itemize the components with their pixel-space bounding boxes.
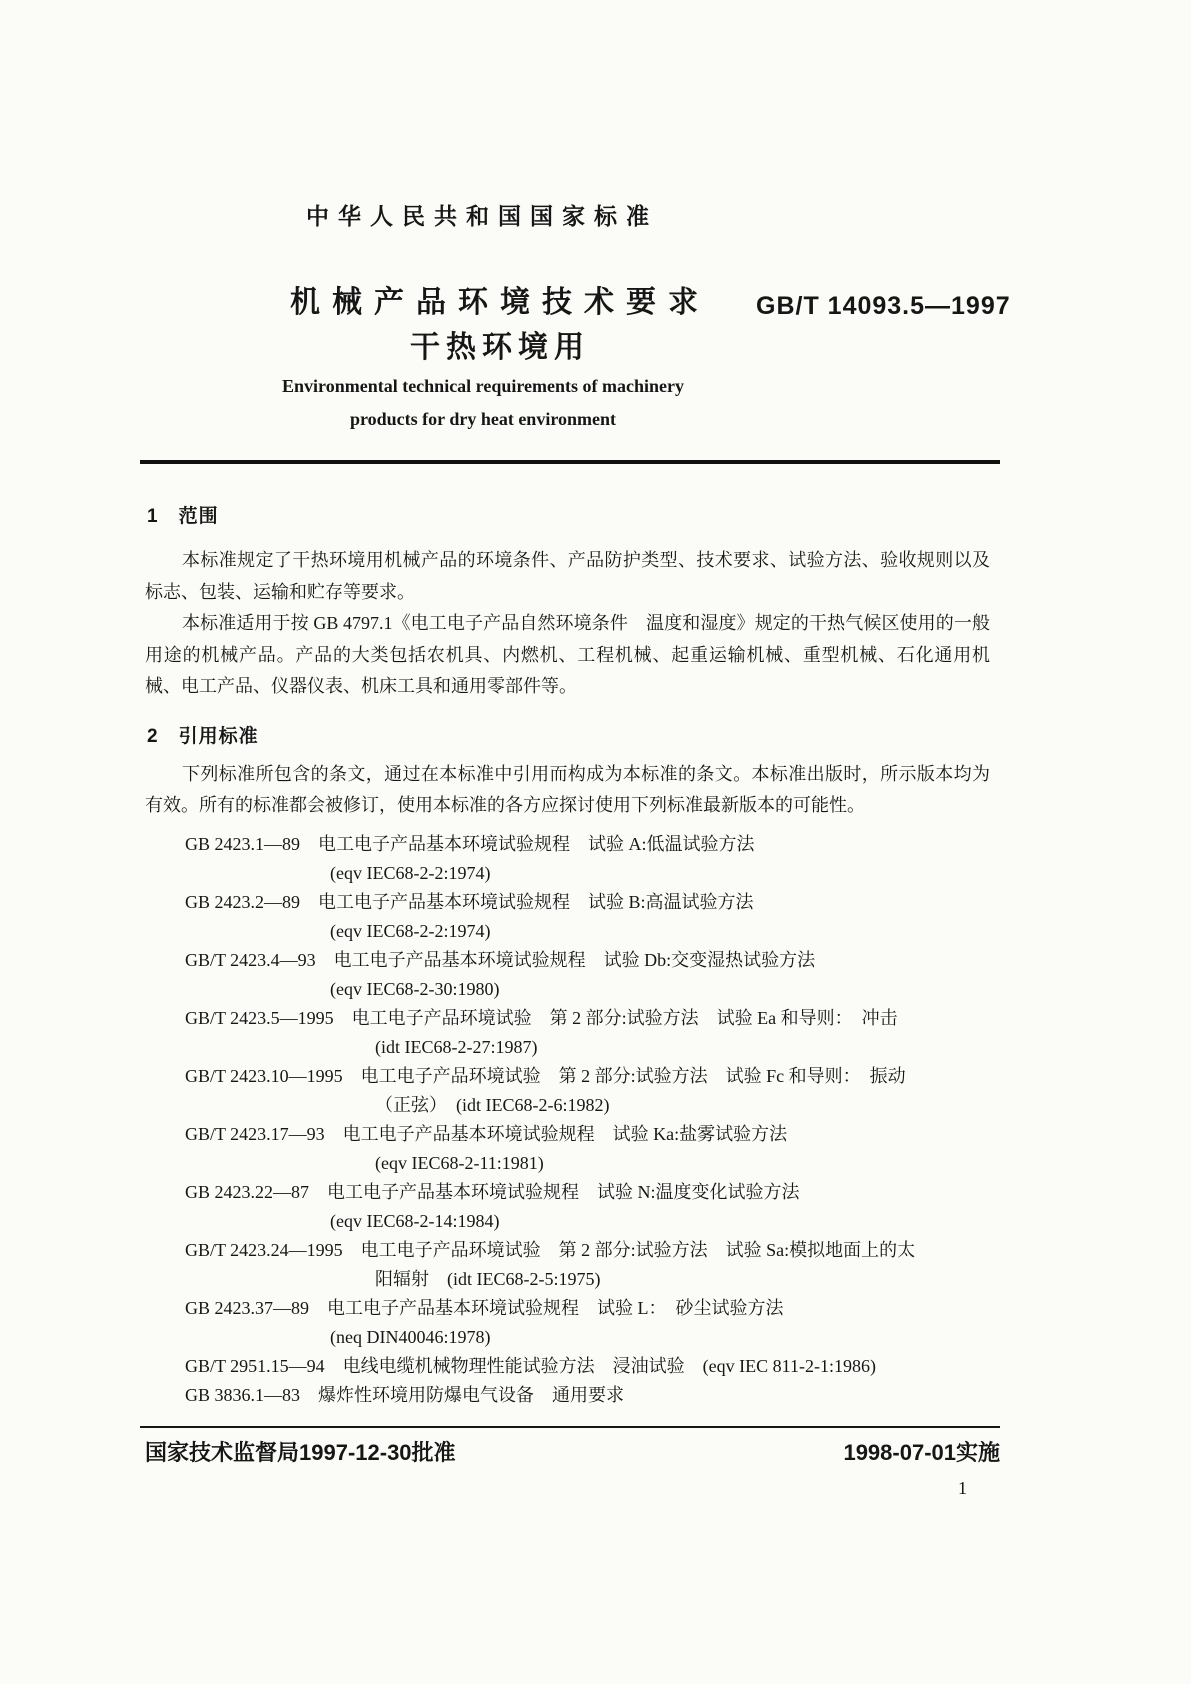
reference-continuation-line: (eqv IEC68-2-14:1984) <box>330 1210 500 1231</box>
reference-main-line: GB 2423.22—87 电工电子产品基本环境试验规程 试验 N:温度变化试验方法 <box>185 1181 800 1202</box>
reference-item <box>145 1381 990 1410</box>
reference-main-line: GB 2423.1—89 电工电子产品基本环境试验规程 试验 A:低温试验方法 <box>185 833 755 854</box>
reference-continuation-line: (eqv IEC68-2-2:1974) <box>330 920 491 941</box>
english-title-line-1: Environmental technical requirements of machinery <box>282 376 684 396</box>
section-1-paragraph-1: 本标准规定了干热环境用机械产品的环境条件、产品防护类型、技术要求、试验方法、验收规则以及标志、包装、运输和贮存等要求。 <box>145 550 990 602</box>
reference-item <box>145 1062 990 1120</box>
reference-continuation-line: （正弦） (idt IEC68-2-6:1982) <box>375 1094 610 1115</box>
reference-main-line: GB/T 2423.4—93 电工电子产品基本环境试验规程 试验 Db:交变湿热试验方法 <box>185 949 816 970</box>
implementation-statement: 1998-07-01实施 <box>843 1440 1000 1465</box>
reference-continuation-line: 阳辐射 (idt IEC68-2-5:1975) <box>375 1268 601 1289</box>
section-1-paragraph-2: 本标准适用于按 GB 4797.1《电工电子产品自然环境条件 温度和湿度》规定的干热气候区使用的一般用途的机械产品。产品的大类包括农机具、内燃机、工程机械、起重运输机械、重型机械、石化通用机械、电工产品、仪器仪表、机床工具和通用零部件等。 <box>145 613 990 696</box>
reference-item <box>145 830 990 888</box>
header-divider-rule <box>140 460 1000 464</box>
reference-item <box>145 888 990 946</box>
reference-main-line: GB/T 2423.24—1995 电工电子产品环境试验 第 2 部分:试验方法 试验 Sa:模拟地面上的太 <box>185 1239 916 1260</box>
reference-item <box>145 1236 990 1294</box>
reference-item <box>145 1004 990 1062</box>
reference-main-line: GB/T 2423.5—1995 电工电子产品环境试验 第 2 部分:试验方法 试验 Ea 和导则： 冲击 <box>185 1007 898 1028</box>
reference-item <box>145 1352 990 1381</box>
reference-continuation-line: (idt IEC68-2-27:1987) <box>375 1036 538 1057</box>
reference-item <box>145 946 990 1004</box>
reference-item <box>145 1178 990 1236</box>
national-standard-label: 中华人民共和国国家标准 <box>306 203 658 229</box>
reference-main-line: GB/T 2423.17—93 电工电子产品基本环境试验规程 试验 Ka:盐雾试验方法 <box>185 1123 788 1144</box>
reference-main-line: GB/T 2423.10—1995 电工电子产品环境试验 第 2 部分:试验方法 试验 Fc 和导则： 振动 <box>185 1065 906 1086</box>
reference-continuation-line: (eqv IEC68-2-30:1980) <box>330 978 500 999</box>
reference-continuation-line: (neq DIN40046:1978) <box>330 1326 491 1347</box>
approval-statement: 国家技术监督局1997-12-30批准 <box>145 1440 456 1465</box>
reference-item <box>145 1120 990 1178</box>
reference-main-line: GB/T 2951.15—94 电线电缆机械物理性能试验方法 浸油试验 (eqv IEC 811-2-1:1986) <box>185 1355 876 1376</box>
standard-code: GB/T 14093.5—1997 <box>756 292 1011 320</box>
document-body <box>145 505 990 1410</box>
reference-main-line: GB 2423.2—89 电工电子产品基本环境试验规程 试验 B:高温试验方法 <box>185 891 754 912</box>
footer-divider-rule <box>140 1426 1000 1428</box>
reference-main-line: GB 2423.37—89 电工电子产品基本环境试验规程 试验 L： 砂尘试验方法 <box>185 1297 784 1318</box>
reference-continuation-line: (eqv IEC68-2-2:1974) <box>330 862 491 883</box>
title-line-2: 干热环境用 <box>410 331 590 364</box>
reference-continuation-line: (eqv IEC68-2-11:1981) <box>375 1152 544 1173</box>
english-title-line-2: products for dry heat environment <box>349 409 616 429</box>
section-2-intro-paragraph: 下列标准所包含的条文，通过在本标准中引用而构成为本标准的条文。本标准出版时，所示版本均为有效。所有的标准都会被修订，使用本标准的各方应探讨使用下列标准最新版本的可能性。 <box>145 763 990 815</box>
document-title-english <box>145 370 821 436</box>
reference-item <box>145 1294 990 1352</box>
reference-main-line: GB 3836.1—83 爆炸性环境用防爆电气设备 通用要求 <box>185 1384 625 1405</box>
page-number: 1 <box>958 1478 967 1498</box>
section-2-heading: 2 引用标准 <box>147 725 259 747</box>
document-title-chinese <box>150 280 850 370</box>
section-1-heading: 1 范围 <box>147 506 219 527</box>
title-line-1: 机械产品环境技术要求 <box>290 286 710 319</box>
reference-list <box>145 830 990 1410</box>
